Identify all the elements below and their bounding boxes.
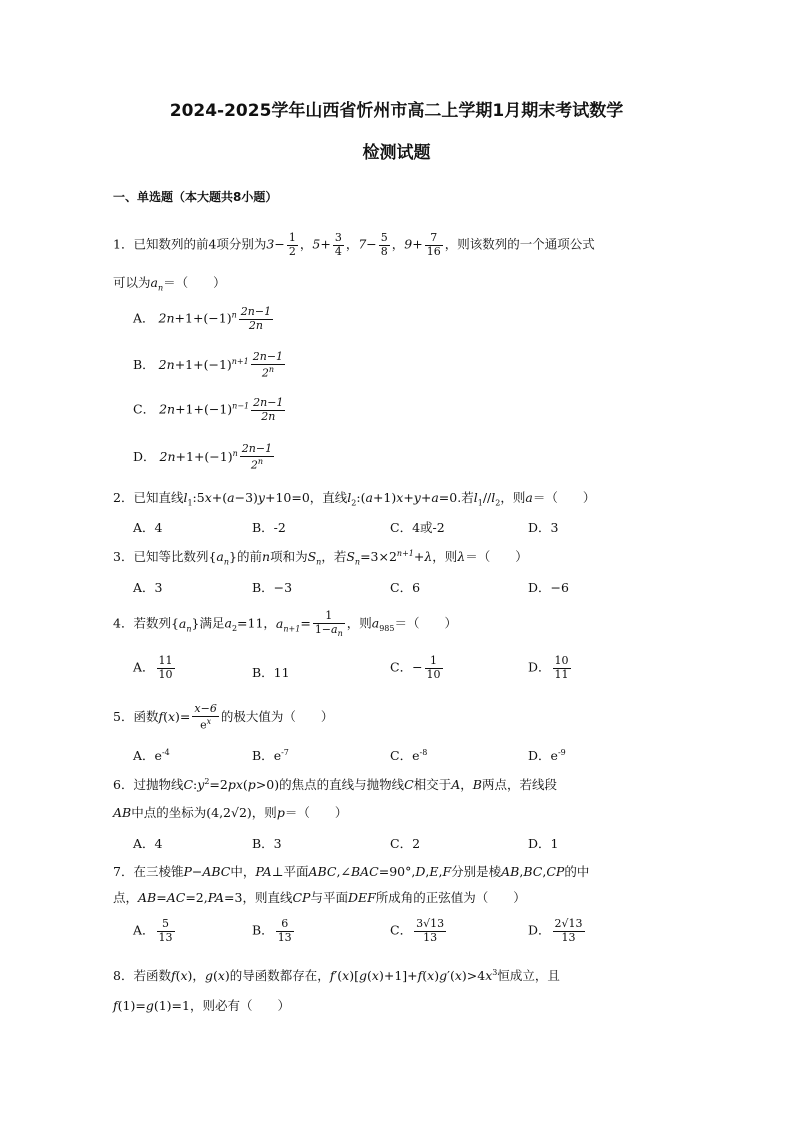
q2-option-b[interactable]: B．-2	[252, 520, 286, 535]
q2-option-a[interactable]: A．4	[133, 520, 163, 535]
q3-text-a: 3．已知等比数列	[113, 549, 209, 564]
q1-option-c[interactable]: C． $2n+1+(-1)^{n-1}$ $\frac{2n-1}{2n}$	[133, 396, 284, 423]
q6-line1-b: 的焦点的直线与抛物线	[279, 777, 405, 792]
q4-option-a[interactable]: A． $\frac{11}{10}$	[133, 654, 173, 681]
q4-text-c: ，则	[346, 615, 372, 631]
q5-option-b-exp: -7	[281, 747, 289, 757]
q4-option-d[interactable]: D． $\frac{10}{11}$	[528, 654, 569, 681]
q3-text-b: 的前	[236, 549, 262, 564]
q5-option-d[interactable]: D．$e^{-9}$	[528, 747, 566, 763]
q4-option-c[interactable]: C．− $\frac{1}{10}$	[390, 654, 441, 681]
q2-option-c[interactable]: C．4或-2	[390, 520, 445, 535]
question-3: 3．已知等比数列$\{a_n\}$的前n项和为$S_n$，若$S_n=3\times 2^{n+1}+\lambda$，则λ＝（ ）	[113, 548, 528, 567]
q6-option-c[interactable]: C．2	[390, 836, 421, 851]
question-1-line-2: 可以为$a_n=$（ ）	[113, 275, 226, 293]
q6-line2-b: ，则	[251, 805, 277, 820]
q6-line2-a: 中点的坐标为	[131, 805, 207, 820]
q7-option-a[interactable]: A． $\frac{5}{13}$	[133, 917, 173, 944]
q3-text-d: ，若	[321, 549, 347, 564]
q1-prefix: 1．已知数列的前4项分别为	[113, 236, 267, 252]
question-5: 5．函数f(x)= $\frac{x-6}{e^x}$ 的极大值为（ ）	[113, 702, 334, 732]
page-title: 2024-2025学年山西省忻州市高二上学期1月期末考试数学	[169, 101, 624, 121]
q1-option-d-label: D．	[133, 448, 156, 464]
question-8-line-2: f(1)=g(1)=1，则必有（ ）	[113, 998, 290, 1013]
q7-option-c-label: C．	[390, 922, 413, 938]
q5-option-b-label: B．	[252, 748, 274, 763]
q6-option-d[interactable]: D．1	[528, 836, 559, 851]
q2-text-d: ，则	[500, 490, 526, 505]
q8-line1-c: 恒成立，且	[497, 968, 560, 983]
q1-option-d[interactable]: D． $2n+1+(-1)^n$ $\frac{2n-1}{2^n}$	[133, 442, 273, 472]
q2-text-c: .若	[457, 490, 474, 505]
q3-option-b[interactable]: B．−3	[252, 580, 293, 595]
q6-line1-d: 两点，若线段	[481, 777, 557, 792]
q8-line1-a: 8．若函数	[113, 968, 171, 983]
q3-option-a[interactable]: A．3	[133, 580, 163, 595]
q1-suffix: ，则该数列的一个通项公式	[444, 236, 595, 252]
q3-option-c[interactable]: C．6	[390, 580, 421, 595]
q5-text-b: 的极大值为（ ）	[220, 708, 334, 724]
q1-option-b[interactable]: B． $2n+1+(-1)^{n+1}$ $\frac{2n-1}{2^n}$	[133, 350, 284, 380]
q2-option-d[interactable]: D．3	[528, 520, 559, 535]
question-2: 2．已知直线$l_1:5x+(a-3)y+10=0$，直线$l_2:(a+1)x+y+a=0$.若$l_1//l_2$，则a＝（ ）	[113, 490, 596, 508]
q6-line1-c: 相交于	[413, 777, 452, 792]
question-7-line-2: 点，AB=AC=2,PA=3，则直线CP与平面DEF所成角的正弦值为（ ）	[113, 890, 526, 905]
q5-option-a[interactable]: A．$e^{-4}$	[133, 747, 170, 763]
q7-option-a-label: A．	[133, 922, 155, 938]
q4-option-a-label: A．	[133, 659, 155, 675]
q7-option-b-label: B．	[252, 922, 274, 938]
q1-option-a-label: A．	[133, 310, 155, 326]
q7-line1-d: 分别是棱	[451, 864, 502, 879]
q1-line2: 可以为	[113, 275, 151, 290]
q8-line1-b: 的导函数都存在，	[229, 968, 330, 983]
q4-option-d-label: D．	[528, 659, 551, 675]
q3-text-e: ，则	[432, 549, 458, 564]
q6-option-b[interactable]: B．3	[252, 836, 282, 851]
question-7-line-1: 7．在三棱锥P−ABC中，PA⊥平面ABC,∠BAC=90°,D,E,F分别是棱AB,BC,CP的中	[113, 864, 590, 879]
q5-option-c-exp: -8	[419, 747, 428, 757]
q1-blank: ＝（ ）	[163, 275, 226, 290]
q7-line1-b: 中，	[230, 864, 256, 879]
q7-line1-a: 7．在三棱锥	[113, 864, 184, 879]
q7-line2-b: ，则直线	[242, 890, 293, 905]
q3-text-c: 项和为	[270, 549, 308, 564]
q5-option-b[interactable]: B．$e^{-7}$	[252, 747, 289, 763]
q4-text-b: 满足	[199, 615, 225, 631]
q3-option-d[interactable]: D．−6	[528, 580, 569, 595]
q7-option-b[interactable]: B． $\frac{6}{13}$	[252, 917, 292, 944]
question-6-line-1: 6．过抛物线$C:y^2=2px(p>0)$的焦点的直线与抛物线C相交于A，B两点，若线段	[113, 776, 557, 792]
question-1-line-1: 1．已知数列的前4项分别为3− $\frac{1}{2}$ ，5+ $\frac{3}{4}$ ，7− $\frac{5}{8}$ ，9+ $\frac{7}{16}$ ，则该数列的一个通项公式	[113, 231, 595, 258]
q4-text-a: 4．若数列	[113, 615, 171, 631]
q2-text-a: 2．已知直线	[113, 490, 184, 505]
q3-blank: ＝（ ）	[465, 549, 528, 564]
q6-blank: ＝（ ）	[284, 805, 348, 820]
q7-line1-c: 平面	[283, 864, 309, 879]
q7-line1-e: 的中	[564, 864, 590, 879]
page-subtitle: 检测试题	[362, 143, 431, 163]
question-4: 4．若数列$\{a_n\}$满足$a_2=11$，$a_{n+1}=$ $\frac{1}{1-a_n}$ ，则$a_{985}=$（ ）	[113, 609, 458, 638]
q6-line1-a: 6．过抛物线	[113, 777, 184, 792]
q7-line2-c: 与平面	[310, 890, 348, 905]
q7-line2-d: 所成角的正弦值为（ ）	[375, 890, 526, 905]
q1-option-b-label: B．	[133, 356, 155, 372]
question-8-line-1: 8．若函数f(x)，g(x)的导函数都存在，$f'(x)[g(x)+1]+f(x)g'(x)>4x^3$恒成立，且	[113, 967, 560, 983]
q2-text-b: ，直线	[309, 490, 348, 505]
q7-option-c[interactable]: C． $\frac{3√13}{13}$	[390, 917, 445, 944]
q7-option-d[interactable]: D． $\frac{2√13}{13}$	[528, 917, 583, 944]
q5-option-d-label: D．	[528, 748, 551, 763]
q8-line2-b: ，则必有（ ）	[189, 998, 290, 1013]
q5-option-c[interactable]: C．$e^{-8}$	[390, 747, 428, 763]
q1-option-c-label: C．	[133, 401, 156, 417]
q5-text-a: 5．函数	[113, 708, 159, 724]
q4-option-b[interactable]: B．11	[252, 665, 290, 680]
q5-option-a-exp: -4	[161, 747, 170, 757]
q1-option-a[interactable]: A． $2n+1+(-1)^n$ $\frac{2n-1}{2n}$	[133, 305, 272, 332]
q4-option-c-label: C．−	[390, 659, 423, 675]
q5-option-c-label: C．	[390, 748, 413, 763]
section-heading: 一、单选题（本大题共8小题）	[113, 190, 278, 204]
question-6-line-2: AB中点的坐标为(4,2√2)，则p＝（ ）	[113, 805, 348, 820]
q4-blank: ＝（ ）	[394, 615, 458, 631]
q5-option-d-exp: -9	[557, 747, 566, 757]
q2-blank: ＝（ ）	[532, 490, 596, 505]
q6-option-a[interactable]: A．4	[133, 836, 163, 851]
q5-option-a-label: A．	[133, 748, 155, 763]
q7-line2-a: 点，	[113, 890, 139, 905]
q7-option-d-label: D．	[528, 922, 551, 938]
